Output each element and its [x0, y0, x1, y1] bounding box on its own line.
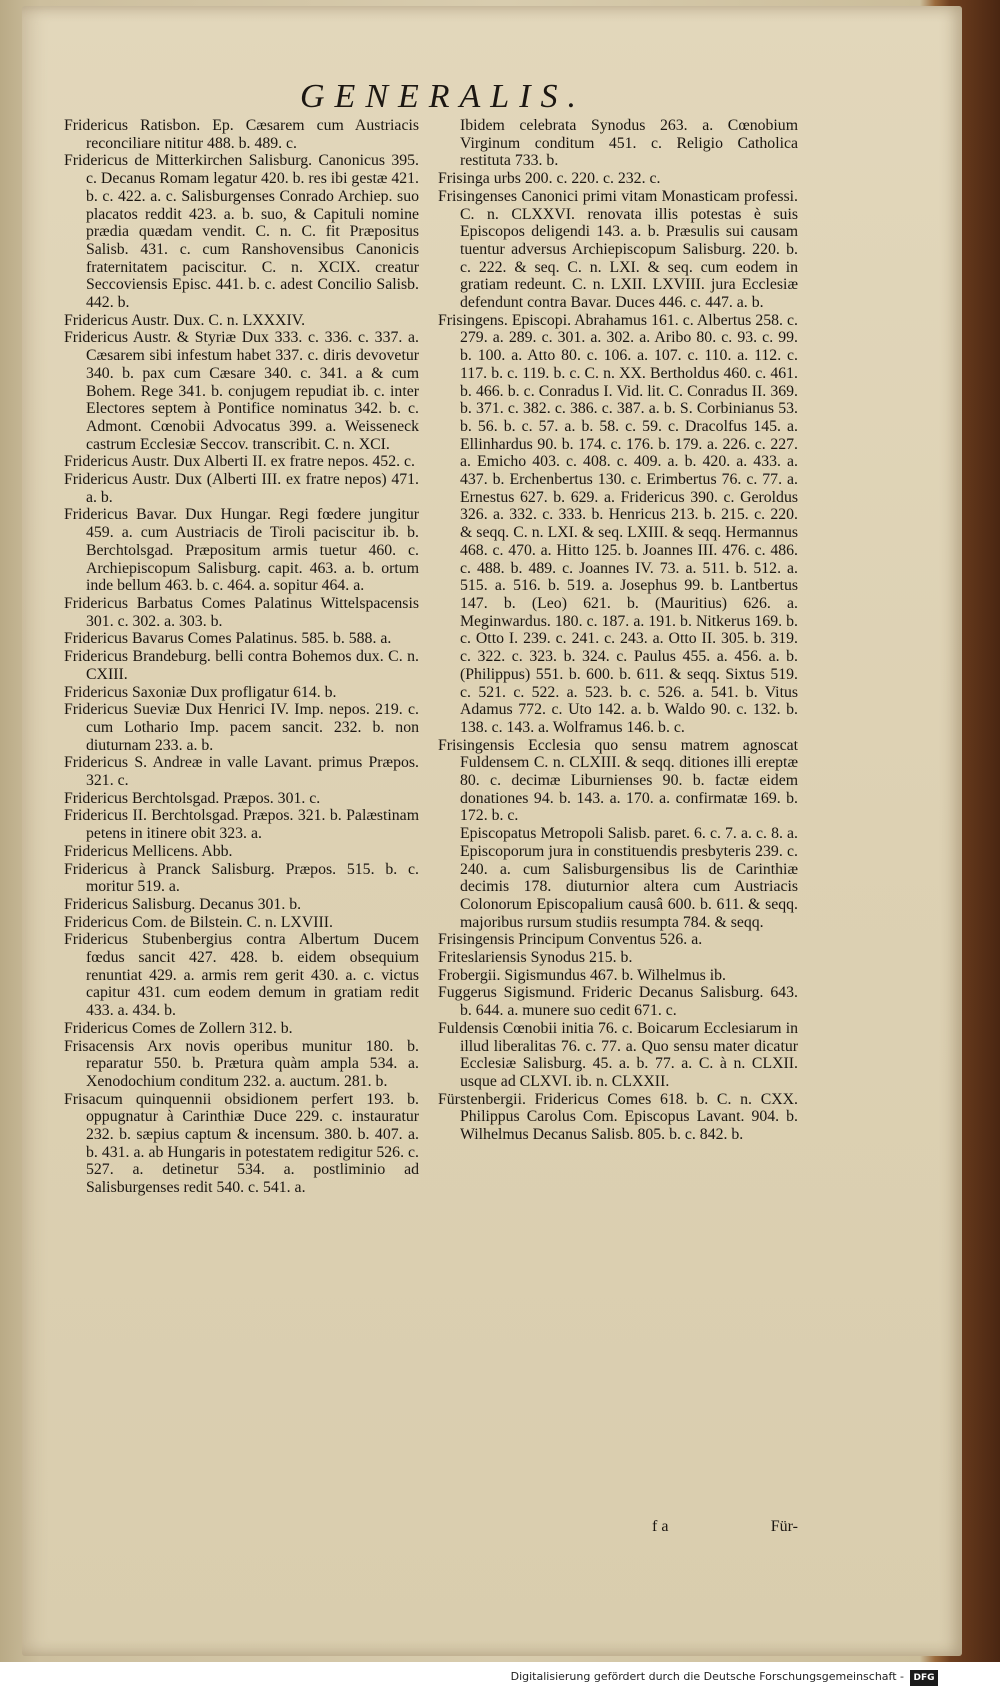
scan-footer-bar: [0, 1662, 1000, 1695]
index-entry: Fridericus Berchtolsgad. Præpos. 301. c.: [64, 789, 321, 807]
index-entry: Frobergii. Sigismundus 467. b. Wilhelmus ib.: [438, 966, 726, 984]
index-entry: Frisingens. Episcopi. Abrahamus 161. c. Albertus 258. c. 279. a. 289. c. 301. a. 302. a. Aribo 80. c. 93. c. 99. b. 100. a. Atto 80. c. 106. a. 107. c. 110. a. 112. c. 117. b. c. 119. b. c. C. n. XX. Bertholdus 460. c. 461. b. 466. b. c. Conradus I. Vid. lit. C. Conradus II. 369. b. 371. c. 382. c. 386. c. 387. a. b. S. Corbinianus 53. b. 56. b. c. 57. a. b. 58. c. 59. c. Dracolfus 145. a. Ellinhardus 90. b. 174. c. 176. b. 179. a. 226. c. 227. a. Emicho 403. c. 408. c. 409. a. b. 420. a. 433. a. 437. b. Erchenbertus 130. c. Erimbertus 76. c. 77. a. Ernestus 627. b. 629. a. Fridericus 390. c. Geroldus 326. a. 332. c. 333. b. Henricus 213. b. 215. c. 220. & seqq. C. n. LXI. & seq. LXIII. & seqq. Hermannus 468. c. 470. a. Hitto 125. b. Joannes III. 476. c. 486. c. 488. b. 489. c. Joannes IV. 73. a. 511. b. 512. a. 515. a. 516. b. 519. a. Josephus 99. b. Lantbertus 147. b. (Leo) 621. b. (Mauritius) 626. a. Meginwardus. 180. c. 187. a. 191. b. Nitkerus 169. b. c. Otto I. 239. c. 241. c. 243. a. Otto II. 305. b. 319. c. 322. c. 323. b. 324. c. Paulus 455. a. 456. a. b. (Philippus) 551. b. 600. b. 611. & seqq. Sixtus 519. c. 521. c. 522. a. 523. b. c. 526. a. 541. b. Vitus Adamus 772. c. Uto 142. a. b. Waldo 90. c. 132. b. 138. c. 143. a. Wolframus 146. b. c.: [438, 311, 798, 736]
index-entry: Fuggerus Sigismund. Frideric Decanus Salisburg. 643. b. 644. a. munere suo cedit 671. c.: [438, 984, 798, 1020]
index-entry: Fridericus Bavar. Dux Hungar. Regi fœdere jungitur 459. a. cum Austriacis de Tiroli paciscitur ib. b. Berchtolsgad. Præpositum armis tuetur 460. c. Archiepiscopum Salisburg. capit. 463. a. b. ortum inde bellum 463. b. c. 464. a. sopitur 464. a.: [64, 506, 419, 595]
index-entry: Fridericus Com. de Bilstein. C. n. LXVIII.: [64, 913, 333, 931]
index-entry: Fridericus Mellicens. Abb.: [64, 842, 233, 860]
index-entry: Fridericus Barbatus Comes Palatinus Wittelspacensis 301. c. 302. a. 303. b.: [64, 594, 419, 630]
index-entry: Fridericus Austr. Dux (Alberti III. ex fratre nepos) 471. a. b.: [64, 471, 419, 506]
catchword: Für-: [770, 1518, 798, 1535]
index-entry: Frisingensis Principum Conventus 526. a.: [438, 931, 703, 949]
index-entry: Fridericus Brandeburg. belli contra Bohemos dux. C. n. CXIII.: [64, 648, 419, 683]
index-entry: Frisingensis Ecclesia quo sensu matrem agnoscat Fuldensem C. n. CLXIII. & seqq. ditiones illi ereptæ 80. c. decimæ Liburnienses 90. b. factæ eidem donationes 94. b. 143. a. 170. a. confirmatæ 169. b. 172. b. c.: [438, 736, 798, 825]
index-entry: Friteslariensis Synodus 215. b.: [438, 949, 633, 967]
left-column: [64, 117, 419, 1197]
index-entry: Fridericus S. Andreæ in valle Lavant. primus Præpos. 321. c.: [64, 754, 419, 790]
index-entry: Ibidem celebrata Synodus 263. a. Cœnobium Virginum conditum 451. c. Religio Catholica restituta 733. b.: [460, 117, 798, 170]
digitization-credit: Digitalisierung gefördert durch die Deutsche Forschungsgemeinschaft -: [510, 1670, 904, 1683]
index-entry: Fridericus Bavarus Comes Palatinus. 585. b. 588. a.: [64, 630, 392, 648]
index-entry: Fridericus Austr. Dux Alberti II. ex fratre nepos. 452. c.: [64, 453, 415, 471]
index-entry: Fridericus Ratisbon. Ep. Cæsarem cum Austriacis reconciliare nititur 488. b. 489. c.: [64, 117, 419, 152]
index-entry: Fridericus Saxoniæ Dux profligatur 614. b.: [64, 683, 337, 701]
signature-mark: f a: [652, 1518, 669, 1535]
index-entry: Fridericus II. Berchtolsgad. Præpos. 321. b. Palæstinam petens in itinere obit 323. a.: [64, 807, 419, 843]
index-entry: Fridericus Austr. & Styriæ Dux 333. c. 336. c. 337. a. Cæsarem sibi infestum habet 337. c. diris devovetur 340. b. pax cum Cæsare 340. c. 341. a & cum Bohem. Rege 341. b. conjugem repudiat ib. c. inter Electores septem à Pontifice nominatus 342. b. c. Admont. Cœnobii Advocatus 399. a. Weisseneck castrum Ecclesiæ Seccov. transcribit. C. n. XCI.: [64, 329, 419, 453]
index-entry: Fridericus Stubenbergius contra Albertum Ducem fœdus sancit 427. 428. b. eidem obsequium renuntiat 429. a. armis rem gerit 430. a. c. victus capitur 431. cum eodem demum in gratiam redit 433. a. 434. b.: [64, 931, 419, 1020]
index-entry: Fridericus Comes de Zollern 312. b.: [64, 1019, 293, 1037]
index-entry: Fridericus de Mitterkirchen Salisburg. Canonicus 395. c. Decanus Romam legatur 420. b. res ibi gestæ 421. b. c. 422. a. c. Salisburgenses Conrado Archiep. suo placatos reddit 423. a. b. suo, & Capituli nomine prædia quædam vendit. C. n. C. fit Præpositus Salisb. 431. c. cum Ranshovensibus Canonicis fraternitatem paciscitur. C. n. XCIX. creatur Seccoviensis Episc. 441. b. c. adest Concilio Salisb. 442. b.: [64, 152, 419, 312]
index-entry: Fridericus Sueviæ Dux Henrici IV. Imp. nepos. 219. c. cum Lothario Imp. pacem sancit. 232. b. non diuturnam 233. a. b.: [64, 701, 419, 754]
index-entry: Episcopatus Metropoli Salisb. paret. 6. c. 7. a. c. 8. a. Episcoporum jura in constituendis presbyteris 239. c. 240. a. cum Salisburgensibus lis de Carinthiæ decimis 178. diuturnior altera cum Austriacis Colonorum Episcopalium causâ 600. b. 611. & seqq. majoribus rursum studiis resumpta 784. & seqq.: [460, 825, 798, 931]
index-entry: Fridericus à Pranck Salisburg. Præpos. 515. b. c. moritur 519. a.: [64, 860, 419, 896]
page-foot: [438, 1518, 798, 1540]
index-entry: Frisingenses Canonici primi vitam Monasticam professi. C. n. CLXXVI. renovata illis potestas è suis Episcopos deligendi 143. a. b. Præsulis sui causam tuentur adversus Archiepiscopum Salisburg. 220. b. c. 222. & seq. C. n. LXI. & seq. cum eodem in gratiam redeunt. C. n. LXII. LXVIII. jura Ecclesiæ defendunt contra Bavar. Duces 446. c. 447. a. b.: [438, 187, 798, 312]
right-column: [438, 117, 798, 1144]
index-entry: Fürstenbergii. Fridericus Comes 618. b. C. n. CXX. Philippus Carolus Com. Episcopus Lavant. 904. b. Wilhelmus Decanus Salisb. 805. b. c. 842. b.: [438, 1090, 798, 1144]
index-entry: Fuldensis Cœnobii initia 76. c. Boicarum Ecclesiarum in illud liberalitas 76. c. 77. a. Quo sensu mater dicatur Ecclesiæ Salisburg. 45. a. b. 77. a. C. à n. CLXII. usque ad CLXVI. ib. n. CLXXII.: [438, 1019, 798, 1090]
index-entry: Frisacensis Arx novis operibus munitur 180. b. reparatur 550. b. Prætura quàm ampla 534. a. Xenodochium conditum 232. a. auctum. 281. b.: [64, 1037, 419, 1090]
index-entry: Frisinga urbs 200. c. 220. c. 232. c.: [438, 170, 661, 188]
index-entry: Frisacum quinquennii obsidionem perfert 193. b. oppugnatur à Carinthiæ Duce 229. c. instauratur 232. b. sæpius captum & incensum. 380. b. 407. a. b. 431. a. ab Hungaris in potestatem redigitur 526. c. 527. a. detinetur 534. a. postliminio ad Salisburgenses redit 540. c. 541. a.: [64, 1090, 419, 1197]
index-entry: Fridericus Salisburg. Decanus 301. b.: [64, 895, 302, 913]
running-header: GENERALIS.: [300, 78, 587, 115]
dfg-logo: DFG: [910, 1670, 938, 1686]
index-entry: Fridericus Austr. Dux. C. n. LXXXIV.: [64, 311, 306, 329]
